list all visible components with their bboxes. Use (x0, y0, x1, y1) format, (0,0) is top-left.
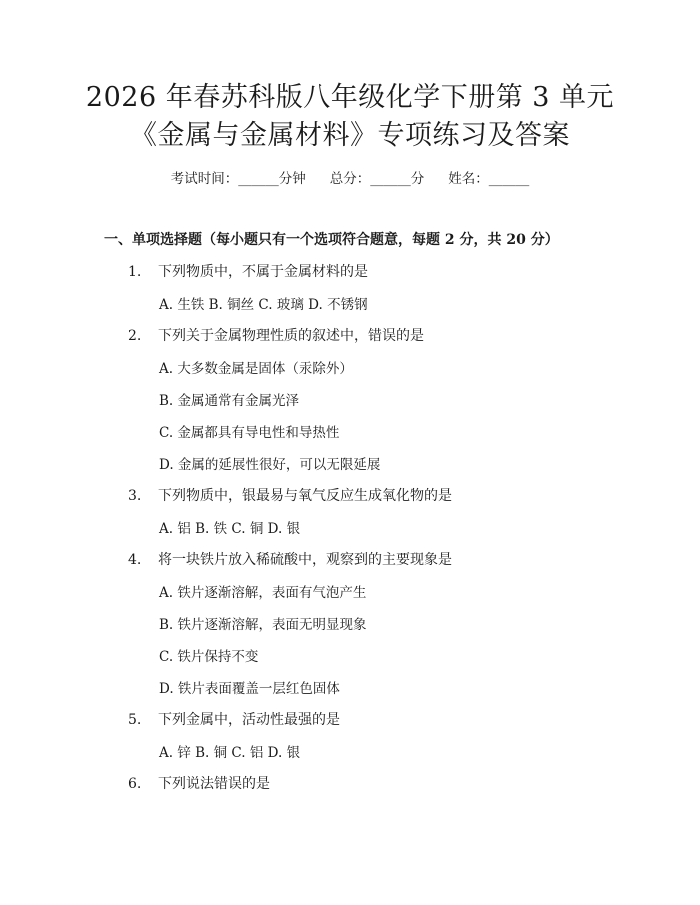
student-name-field: 姓名：______ (448, 171, 530, 187)
question-2-option-c: C. 金属都具有导电性和导热性 (159, 425, 340, 441)
question-4-option-b: B. 铁片逐渐溶解，表面无明显现象 (159, 617, 367, 633)
question-6 (128, 773, 270, 793)
section-heading-single-choice: 一、单项选择题（每小题只有一个选项符合题意，每题 2 分，共 20 分） (104, 232, 559, 248)
document-title-line-1: 2026 年春苏科版八年级化学下册第 3 单元 (85, 82, 615, 113)
question-2-option-d: D. 金属的延展性很好，可以无限延展 (159, 457, 381, 473)
exam-time-field: 考试时间：______分钟 (170, 171, 306, 187)
question-2 (128, 325, 424, 345)
question-4 (128, 549, 452, 569)
question-3-options: A. 铝 B. 铁 C. 铜 D. 银 (159, 521, 301, 537)
question-stem: 将一块铁片放入稀硫酸中，观察到的主要现象是 (158, 552, 452, 568)
exam-info-line (0, 167, 700, 187)
question-5 (128, 709, 340, 729)
document-title-line-2: 《金属与金属材料》专项练习及答案 (130, 120, 570, 151)
question-4-option-a: A. 铁片逐渐溶解，表面有气泡产生 (159, 585, 367, 601)
question-1-options: A. 生铁 B. 铜丝 C. 玻璃 D. 不锈钢 (159, 297, 368, 313)
question-4-option-d: D. 铁片表面覆盖一层红色固体 (159, 681, 340, 697)
question-stem: 下列物质中，不属于金属材料的是 (158, 264, 368, 280)
question-stem: 下列说法错误的是 (158, 776, 270, 792)
question-stem: 下列金属中，活动性最强的是 (158, 712, 340, 728)
question-5-options: A. 锌 B. 铜 C. 铝 D. 银 (159, 745, 301, 761)
question-1 (128, 261, 368, 281)
question-number: 2. (128, 328, 142, 344)
question-2-option-b: B. 金属通常有金属光泽 (159, 393, 300, 409)
question-number: 5. (128, 712, 142, 728)
question-stem: 下列物质中，银最易与氧气反应生成氧化物的是 (158, 488, 452, 504)
question-number: 1. (128, 264, 142, 280)
total-score-field: 总分：______分 (329, 171, 425, 187)
question-stem: 下列关于金属物理性质的叙述中，错误的是 (158, 328, 424, 344)
question-number: 3. (128, 488, 142, 504)
question-2-option-a: A. 大多数金属是固体（汞除外） (159, 361, 353, 377)
question-3 (128, 485, 452, 505)
question-number: 6. (128, 776, 142, 792)
question-number: 4. (128, 552, 142, 568)
question-4-option-c: C. 铁片保持不变 (159, 649, 259, 665)
